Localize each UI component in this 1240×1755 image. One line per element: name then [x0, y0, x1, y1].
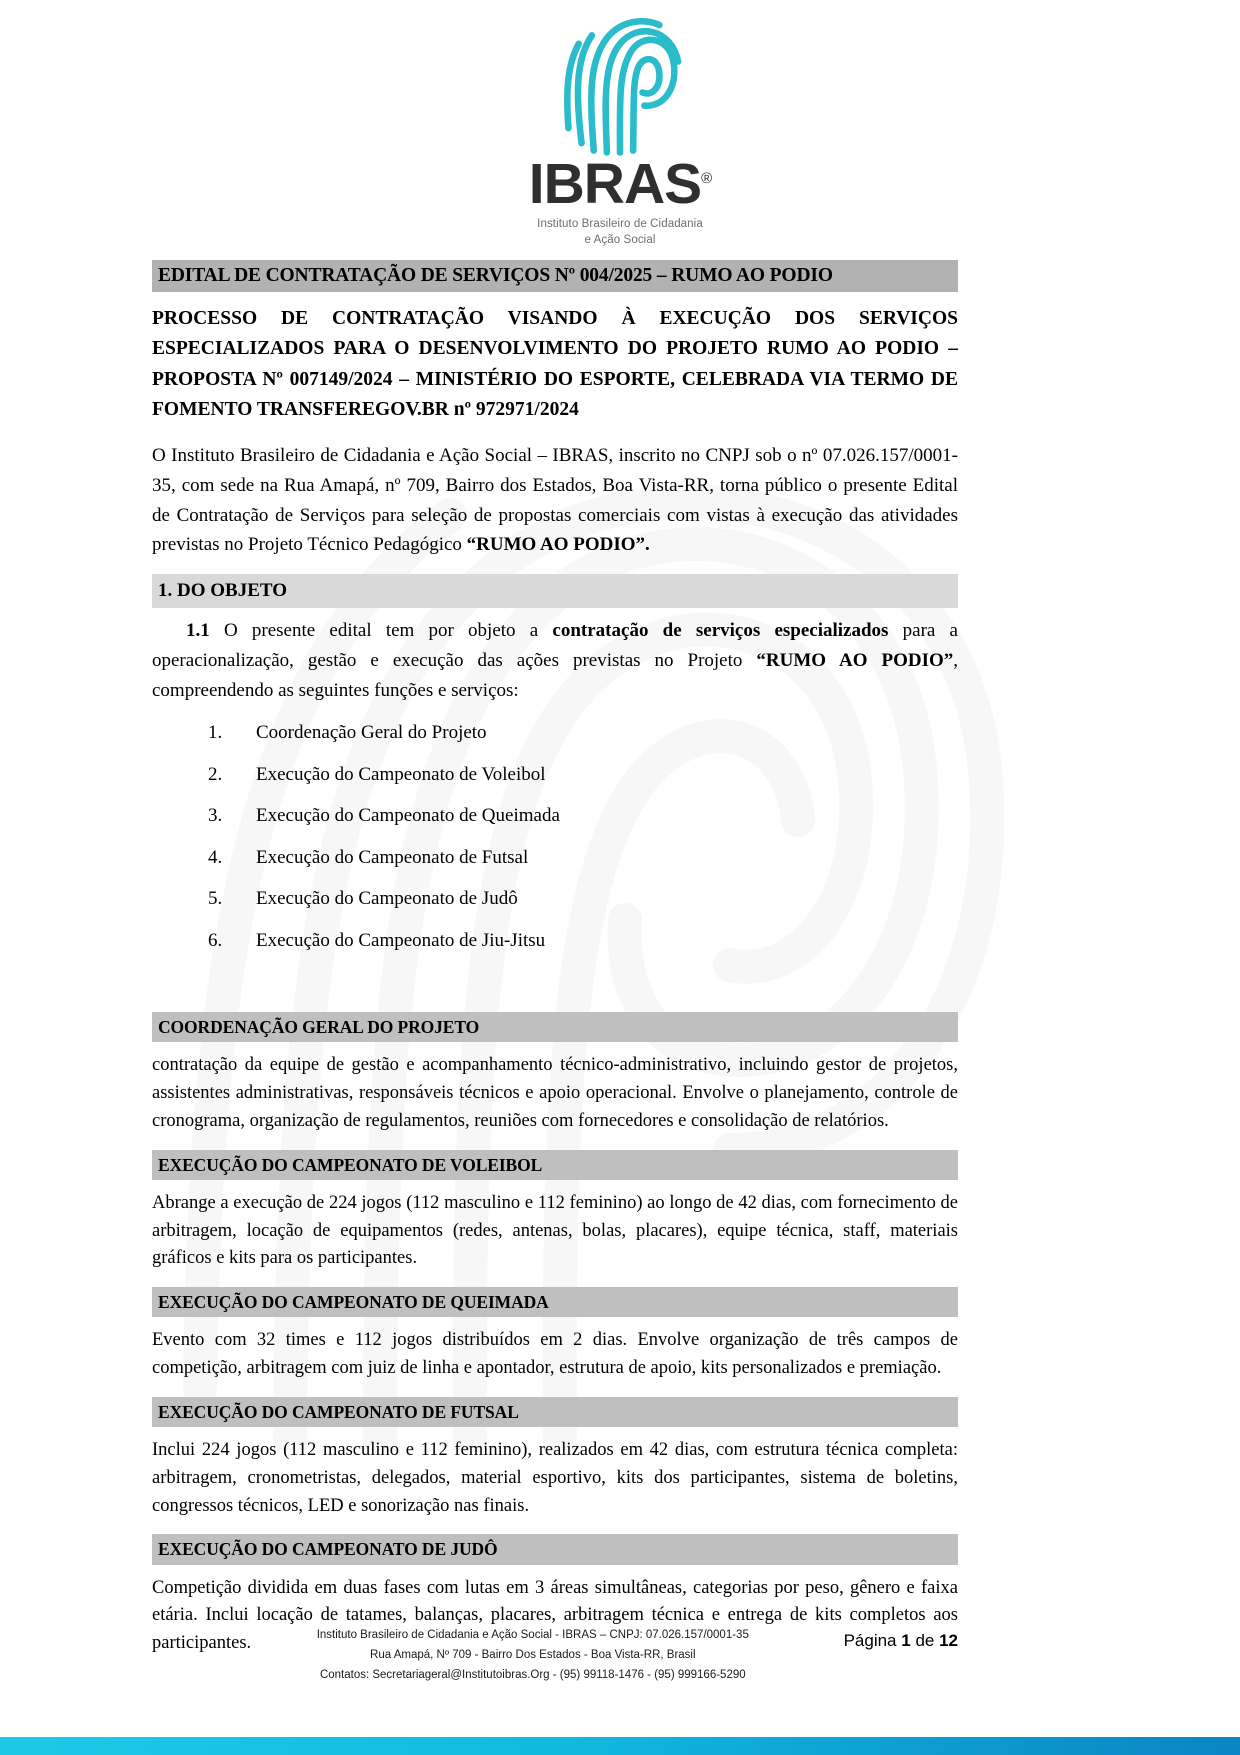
page-mid: de — [910, 1631, 940, 1650]
clause-text-2: para a operacionalização, gestão e execução das ações previstas no Projeto — [152, 620, 958, 671]
footer-line-3: Contatos: Secretariageral@Institutoibras.Org - (95) 99118-1476 - (95) 999166-5290 — [319, 1669, 746, 1682]
fingerprint-icon — [545, 10, 695, 160]
service-heading-judo: EXECUÇÃO DO CAMPEONATO DE JUDÔ — [152, 1534, 958, 1564]
list-item: Execução do Campeonato de Jiu-Jitsu — [256, 929, 546, 951]
preamble-paragraph — [152, 441, 958, 560]
list-item: Execução do Campeonato de Futsal — [256, 846, 529, 868]
list-item: Execução do Campeonato de Judô — [256, 888, 518, 910]
list-item: Coordenação Geral do Projeto — [256, 722, 487, 744]
service-body-judo: Competição dividida em duas fases com lutas em 3 áreas simultâneas, categorias por peso, gênero e faixa etária. Inclui locação de tatames, balanças, placares, arbitragem técnica e entrega de kits completos aos participantes. — [152, 1577, 958, 1654]
clause-text-1: O presente edital tem por objeto a — [209, 620, 553, 642]
page-footer — [152, 1625, 958, 1685]
processo-title: PROCESSO DE CONTRATAÇÃO VISANDO À EXECUÇÃO DOS SERVIÇOS ESPECIALIZADOS PARA O DESENVOLVIMENTO DO PROJETO RUMO AO PODIO – PROPOSTA Nº 007149/2024 – MINISTÉRIO DO ESPORTE, CELEBRADA VIA TERMO DE FOMENTO TRANSFEREGOV.BR nº 972971/2024 — [152, 307, 958, 420]
page-prefix: Página — [843, 1631, 902, 1650]
list-item: Execução do Campeonato de Voleibol — [256, 763, 546, 785]
preamble-text: O Instituto Brasileiro de Cidadania e Ação Social – IBRAS, inscrito no CNPJ sob o nº 07.026.157/0001-35, com sede na Rua Amapá, nº 709, Bairro dos Estados, Boa Vista-RR, torna público o presente Edital de Contratação de Serviços para seleção de propostas comerciais com vistas à execução das atividades previstas no Projeto Técnico Pedagógico — [152, 445, 958, 556]
clause-bold-1: contratação de serviços especializados — [552, 620, 889, 642]
service-body-voleibol: Abrange a execução de 224 jogos (112 masculino e 112 feminino) ao longo de 42 dias, com fornecimento de arbitragem, locação de equipamentos (redes, antenas, bolas, placares), equipe técnica, staff, materiais gráficos e kits para os participantes. — [152, 1192, 958, 1269]
section-heading-objeto: 1. DO OBJETO — [152, 574, 958, 609]
clause-text-3: , compreendendo as seguintes funções e serviços: — [152, 649, 958, 701]
logo-subtitle-line2: e Ação Social — [584, 233, 656, 246]
service-heading-queimada: EXECUÇÃO DO CAMPEONATO DE QUEIMADA — [152, 1287, 958, 1317]
clause-bold-2: “RUMO AO PODIO” — [756, 649, 954, 671]
logo-subtitle-line1: Instituto Brasileiro de Cidadania — [537, 218, 703, 230]
page-current: 1 — [901, 1631, 911, 1650]
service-body-queimada: Evento com 32 times e 112 jogos distribuídos em 2 dias. Envolve organização de três campos de competição, arbitragem com juiz de linha e apontador, estrutura de apoio, kits personalizados e premiação. — [152, 1330, 958, 1379]
service-body-coordenacao: contratação da equipe de gestão e acompanhamento técnico-administrativo, incluindo gestor de projetos, assistentes administrativas, responsáveis técnicos e apoio operacional. Envolve o planejamento, controle de cronograma, organização de regulamentos, reuniões com fornecedores e consolidação de relatórios. — [152, 1055, 958, 1131]
logo-block — [0, 10, 1240, 250]
service-body-futsal: Inclui 224 jogos (112 masculino e 112 feminino), realizados em 42 dias, com estrutura técnica completa: arbitragem, cronometristas, delegados, material esportivo, kits dos participantes, sistema de boletins, congressos técnicos, LED e sonorização nas finais. — [152, 1440, 958, 1516]
clause-number: 1.1 — [186, 620, 210, 642]
logo-subtitle — [537, 217, 703, 248]
preamble-project-name: “RUMO AO PODIO”. — [466, 534, 650, 556]
page-number — [844, 1625, 958, 1651]
clause-1-1 — [152, 616, 958, 705]
service-heading-voleibol: EXECUÇÃO DO CAMPEONATO DE VOLEIBOL — [152, 1150, 958, 1180]
footer-org-info — [152, 1625, 844, 1685]
list-item: Execução do Campeonato de Queimada — [256, 805, 560, 827]
objeto-items-list — [152, 719, 958, 955]
registered-mark: ® — [701, 170, 712, 187]
service-heading-futsal: EXECUÇÃO DO CAMPEONATO DE FUTSAL — [152, 1397, 958, 1427]
bottom-accent-bar — [0, 1737, 1240, 1755]
edital-title-band: EDITAL DE CONTRATAÇÃO DE SERVIÇOS Nº 004/2025 – RUMO AO PODIO — [152, 260, 958, 292]
page-total: 12 — [939, 1631, 958, 1650]
footer-line-2: Rua Amapá, Nº 709 - Bairro Dos Estados - Boa Vista-RR, Brasil — [370, 1649, 696, 1662]
service-heading-coordenacao: COORDENAÇÃO GERAL DO PROJETO — [152, 1012, 958, 1042]
logo-wordmark: IBRAS® — [528, 152, 712, 216]
document-content — [152, 260, 958, 1672]
spacer — [152, 968, 958, 1012]
footer-line-1: Instituto Brasileiro de Cidadania e Ação Social - IBRAS – CNPJ: 07.026.157/0001-35 — [316, 1629, 749, 1641]
